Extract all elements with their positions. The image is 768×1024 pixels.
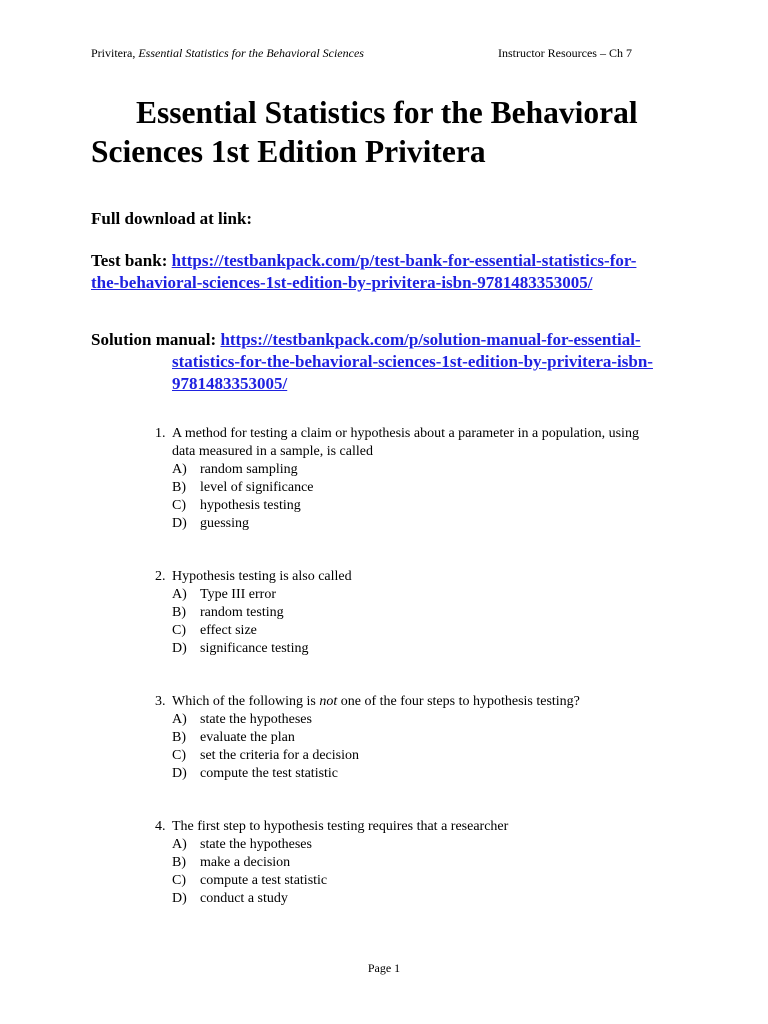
- option-text: Type III error: [200, 587, 276, 602]
- solution-link-line-1: https://testbankpack.com/p/solution-manual-for-essential-: [220, 330, 641, 349]
- answer-option: [155, 586, 695, 604]
- answer-option: [155, 872, 695, 890]
- option-text: make a decision: [200, 855, 291, 870]
- answer-option: [155, 479, 695, 497]
- question-stem: The first step to hypothesis testing requires that a researcher: [172, 819, 509, 834]
- option-letter: D): [172, 891, 187, 906]
- option-letter: A): [172, 837, 187, 852]
- page-number: Page 1: [367, 961, 401, 975]
- solution-manual-section: [91, 329, 691, 395]
- question-2: [155, 568, 695, 658]
- option-text: state the hypotheses: [200, 712, 312, 727]
- answer-option: [155, 765, 695, 783]
- question-stem-line-2: data measured in a sample, is called: [172, 444, 373, 459]
- answer-option: [155, 515, 695, 533]
- option-text: state the hypotheses: [200, 837, 312, 852]
- answer-option: [155, 640, 695, 658]
- option-letter: C): [172, 873, 186, 888]
- answer-option: [155, 854, 695, 872]
- solution-link-line-2: statistics-for-the-behavioral-sciences-1st-edition-by-privitera-isbn-: [172, 352, 653, 371]
- option-text: effect size: [200, 623, 257, 638]
- question-1: [155, 425, 695, 533]
- option-letter: D): [172, 516, 187, 531]
- option-text: conduct a study: [200, 891, 288, 906]
- question-stem: Hypothesis testing is also called: [172, 569, 352, 584]
- option-text: guessing: [200, 516, 249, 531]
- test-bank-link-line-1: https://testbankpack.com/p/test-bank-for-essential-statistics-for-: [171, 251, 637, 270]
- option-text: random sampling: [200, 462, 298, 477]
- option-text: hypothesis testing: [200, 498, 301, 513]
- question-4: [155, 818, 695, 908]
- option-letter: D): [172, 766, 187, 781]
- option-letter: C): [172, 748, 186, 763]
- option-text: level of significance: [200, 480, 314, 495]
- answer-option: [155, 747, 695, 765]
- option-text: compute a test statistic: [200, 873, 328, 888]
- answer-option: [155, 711, 695, 729]
- test-bank-section: [91, 250, 691, 294]
- answer-option: [155, 890, 695, 908]
- option-text: compute the test statistic: [200, 766, 339, 781]
- option-letter: A): [172, 587, 187, 602]
- option-letter: B): [172, 480, 186, 495]
- question-number: 2.: [155, 569, 166, 584]
- test-bank-label: Test bank:: [91, 251, 172, 270]
- header-book-title: Essential Statistics for the Behavioral Sciences: [138, 46, 364, 60]
- option-letter: A): [172, 712, 187, 727]
- question-stem-part: one of the four steps to hypothesis testing?: [337, 694, 580, 709]
- option-text: random testing: [200, 605, 284, 620]
- answer-option: [155, 497, 695, 515]
- header-author: Privitera,: [91, 46, 139, 60]
- answer-option: [155, 836, 695, 854]
- option-text: set the criteria for a decision: [200, 748, 359, 763]
- running-header-left: [91, 46, 364, 60]
- question-stem: [172, 425, 695, 461]
- question-stem: [172, 693, 695, 711]
- option-letter: B): [172, 730, 186, 745]
- answer-option: [155, 604, 695, 622]
- full-download-label: Full download at link:: [91, 209, 253, 228]
- solution-manual-label: Solution manual:: [91, 330, 221, 349]
- option-letter: C): [172, 623, 186, 638]
- option-text: significance testing: [200, 641, 309, 656]
- question-stem-line-1: A method for testing a claim or hypothesis about a parameter in a population, using: [172, 426, 639, 441]
- option-letter: D): [172, 641, 187, 656]
- option-letter: A): [172, 462, 187, 477]
- solution-link-line-3: 9781483353005/: [172, 374, 288, 393]
- document-title: Essential Statistics for the Behavioral Sciences 1st Edition Privitera: [91, 95, 638, 169]
- answer-option: [155, 622, 695, 640]
- test-bank-link[interactable]: [91, 251, 636, 292]
- question-number: 3.: [155, 694, 166, 709]
- answer-option: [155, 729, 695, 747]
- question-stem-part: Which of the following is: [172, 694, 320, 709]
- option-text: evaluate the plan: [200, 730, 295, 745]
- answer-option: [155, 461, 695, 479]
- option-letter: C): [172, 498, 186, 513]
- option-letter: B): [172, 855, 186, 870]
- option-letter: B): [172, 605, 186, 620]
- running-header-right: Instructor Resources – Ch 7: [498, 46, 632, 60]
- test-bank-link-line-2: the-behavioral-sciences-1st-edition-by-privitera-isbn-9781483353005/: [91, 273, 593, 292]
- question-number: 1.: [155, 426, 166, 441]
- question-stem-emphasis: not: [319, 694, 338, 709]
- question-number: 4.: [155, 819, 166, 834]
- question-3: [155, 693, 695, 783]
